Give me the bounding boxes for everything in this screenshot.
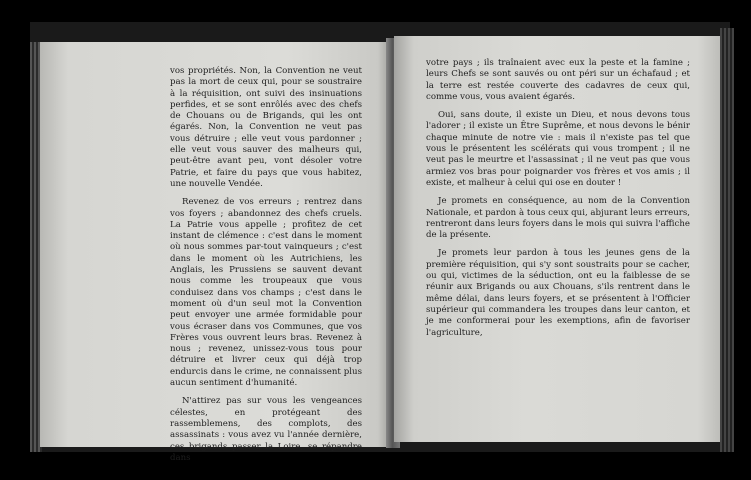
right-paragraph-4: Je promets leur pardon à tous les jeunes gens de la première réquisition, qui s'y sont soustraits pour se cacher, ou qui, victimes de la séduction, ont eu la faiblesse de se réunir aux Brigands ou aux Chouans, s'ils rentrent dans le même délai, dans leurs foyers, et se présentent à l'Officier supérieur qui commandera les troupes dans leur canton, et je me conformerai pour les exemptions, afin de favoriser l'agriculture, — [426, 248, 690, 338]
right-paragraph-3: Je promets en conséquence, au nom de la Convention Nationale, et pardon à tous ceux qui, abjurant leurs erreurs, rentreront dans leurs foyers dans le mois qui suivra l'affiche de la présente. — [426, 196, 690, 241]
left-paragraph-3: N'attirez pas sur vous les vengeances célestes, en protégeant des rassemblemens, des complots, des assassinats : vous avez vu l'année dernière, ces brigands passer la Loire, se répandre dans — [170, 396, 362, 463]
left-page-text — [170, 66, 362, 464]
left-paragraph-2: Revenez de vos erreurs ; rentrez dans vos foyers ; abandonnez des chefs cruels. La Patrie vous appelle ; profitez de cet instant de clémence : c'est dans le moment où nous sommes par-tout vainqueurs ; c'est dans le moment où les Autrichiens, les Anglais, les Prussiens se sauvent devant nous comme les troupeaux que vous conduisez dans vos champs ; c'est dans le moment où d'un seul mot la Convention peut envoyer une armée formidable pour vous écraser dans vos Communes, que vos Frères vous ouvrent leurs bras. Revenez à nous ; revenez, unissez-vous tous pour détruire et livrer ceux qui déjà trop endurcis dans le crime, ne connaissent plus aucun sentiment d'humanité. — [170, 197, 362, 389]
left-paragraph-1: vos propriétés. Non, la Convention ne veut pas la mort de ceux qui, pour se soustraire à la réquisition, ont suivi des insinuations perfides, et se sont enrôlés avec des chefs de Chouans ou de Brigands, qui les ont égarés. Non, la Convention ne veut pas vous détruire ; elle veut vous pardonner ; elle veut vous sauver des malheurs qui, peut-être avant peu, vont désoler votre Patrie, et faire du pays que vous habitez, une nouvelle Vendée. — [170, 66, 362, 189]
left-page — [40, 42, 392, 463]
right-paragraph-1: votre pays ; ils traînaient avec eux la peste et la famine ; leurs Chefs se sont sauvés ou ont péri sur un échafaud ; et la terre est restée couverte des cadavres de ceux qui, comme vous, vous avaient égarés. — [426, 58, 690, 102]
right-page-text — [426, 58, 690, 339]
right-page — [394, 36, 724, 442]
right-page-stack — [720, 28, 734, 452]
right-paragraph-2: Oui, sans doute, il existe un Dieu, et nous devons tous l'adorer ; il existe un Être Suprême, et nous devons le bénir chaque minute de notre vie : mais il n'existe pas tel que vous le présentent les scélérats qui vous trompent ; il ne veut pas le meurtre et l'assassinat ; il ne veut pas que vous armiez vos bras pour poignarder vos frères et vos amis ; il existe, et malheur à celui qui ose en douter ! — [426, 110, 690, 188]
open-book — [30, 22, 730, 463]
